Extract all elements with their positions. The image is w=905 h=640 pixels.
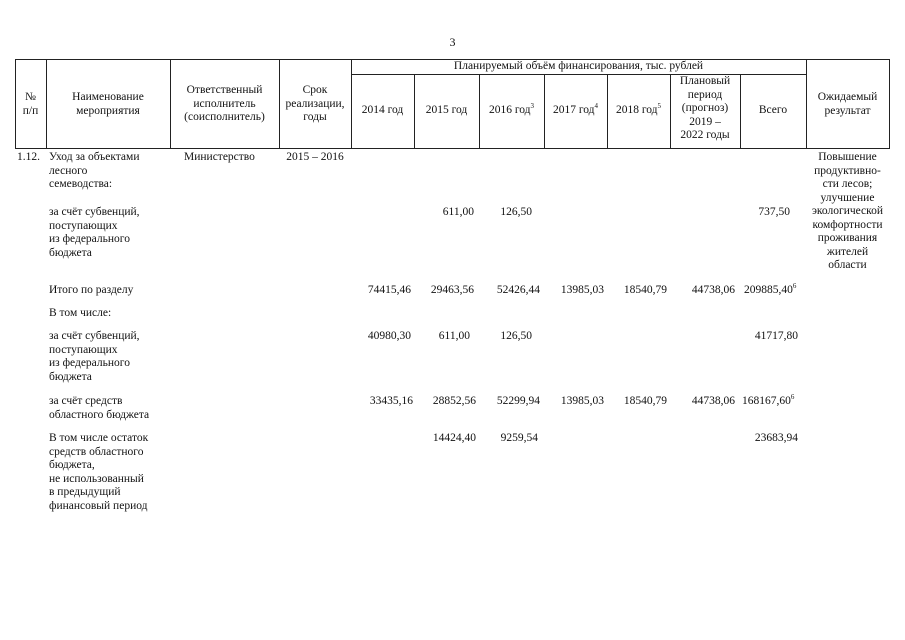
value-2014: 74415,46 — [367, 284, 411, 296]
value-2018: 18540,79 — [623, 395, 667, 407]
row-period: 2015 – 2016 — [286, 151, 344, 163]
value-2015: 29463,56 — [430, 284, 474, 296]
row-name: В том числе остаток средств областного бюджета, не использованный в предыдущий финансовый период — [49, 432, 149, 512]
header-executor: Ответственный исполнитель (соисполнитель) — [184, 84, 265, 123]
value-total: 23683,94 — [754, 432, 798, 444]
value-plan: 44738,06 — [691, 284, 735, 296]
row-name: за счёт субвенций, поступающих из федерального бюджета — [49, 206, 140, 259]
row-name: за счёт субвенций, поступающих из федерального бюджета — [49, 330, 140, 383]
value-2017: 13985,03 — [560, 395, 604, 407]
value-2017: 13985,03 — [560, 284, 604, 296]
header-2018: 2018 год$^5$ — [615, 102, 662, 116]
value-2015: 28852,56 — [432, 395, 476, 407]
header-num: № п/п — [22, 91, 39, 117]
header-2016: 2016 год$^3$ — [488, 102, 535, 116]
page-number: 3 — [449, 35, 456, 49]
value-2016: 9259,54 — [500, 432, 538, 444]
value-total: 209885,40$^6$ — [744, 282, 797, 296]
row-name: Итого по разделу — [49, 284, 134, 296]
value-2014: 40980,30 — [367, 330, 411, 342]
row-number: 1.12. — [17, 151, 40, 163]
value-2014: 33435,16 — [369, 395, 413, 407]
value-total: 737,50 — [758, 206, 790, 218]
header-funding: Планируемый объём финансирования, тыс. рублей — [453, 60, 704, 72]
header-2014: 2014 год — [361, 104, 404, 116]
header-2015: 2015 год — [425, 104, 468, 116]
value-2015: 611,00 — [442, 206, 474, 218]
header-plan-period: Плановый период (прогноз) 2019 – 2022 годы — [679, 75, 731, 141]
row-result: Повышение продуктивно- сти лесов; улучшение экологической комфортности проживания жителей области — [811, 151, 884, 271]
value-2016: 126,50 — [500, 206, 532, 218]
header-total: Всего — [758, 104, 788, 116]
value-2016: 52299,94 — [496, 395, 540, 407]
row-name: за счёт средств областного бюджета — [49, 395, 150, 421]
header-period: Срок реализации, годы — [285, 84, 345, 123]
value-2015: 611,00 — [438, 330, 470, 342]
header-result: Ожидаемый результат — [817, 91, 878, 117]
value-plan: 44738,06 — [691, 395, 735, 407]
value-total: 41717,80 — [754, 330, 798, 342]
value-total: 168167,60$^6$ — [742, 393, 795, 407]
value-2015: 14424,40 — [432, 432, 476, 444]
value-2018: 18540,79 — [623, 284, 667, 296]
including-label: В том числе: — [49, 307, 112, 319]
row-name: Уход за объектами лесного семеводства: — [49, 151, 140, 190]
value-2016: 52426,44 — [496, 284, 540, 296]
header-2017: 2017 год$^4$ — [552, 102, 599, 116]
header-name: Наименование мероприятия — [72, 91, 144, 117]
value-2016: 126,50 — [500, 330, 532, 342]
row-executor: Министерство — [184, 151, 255, 163]
